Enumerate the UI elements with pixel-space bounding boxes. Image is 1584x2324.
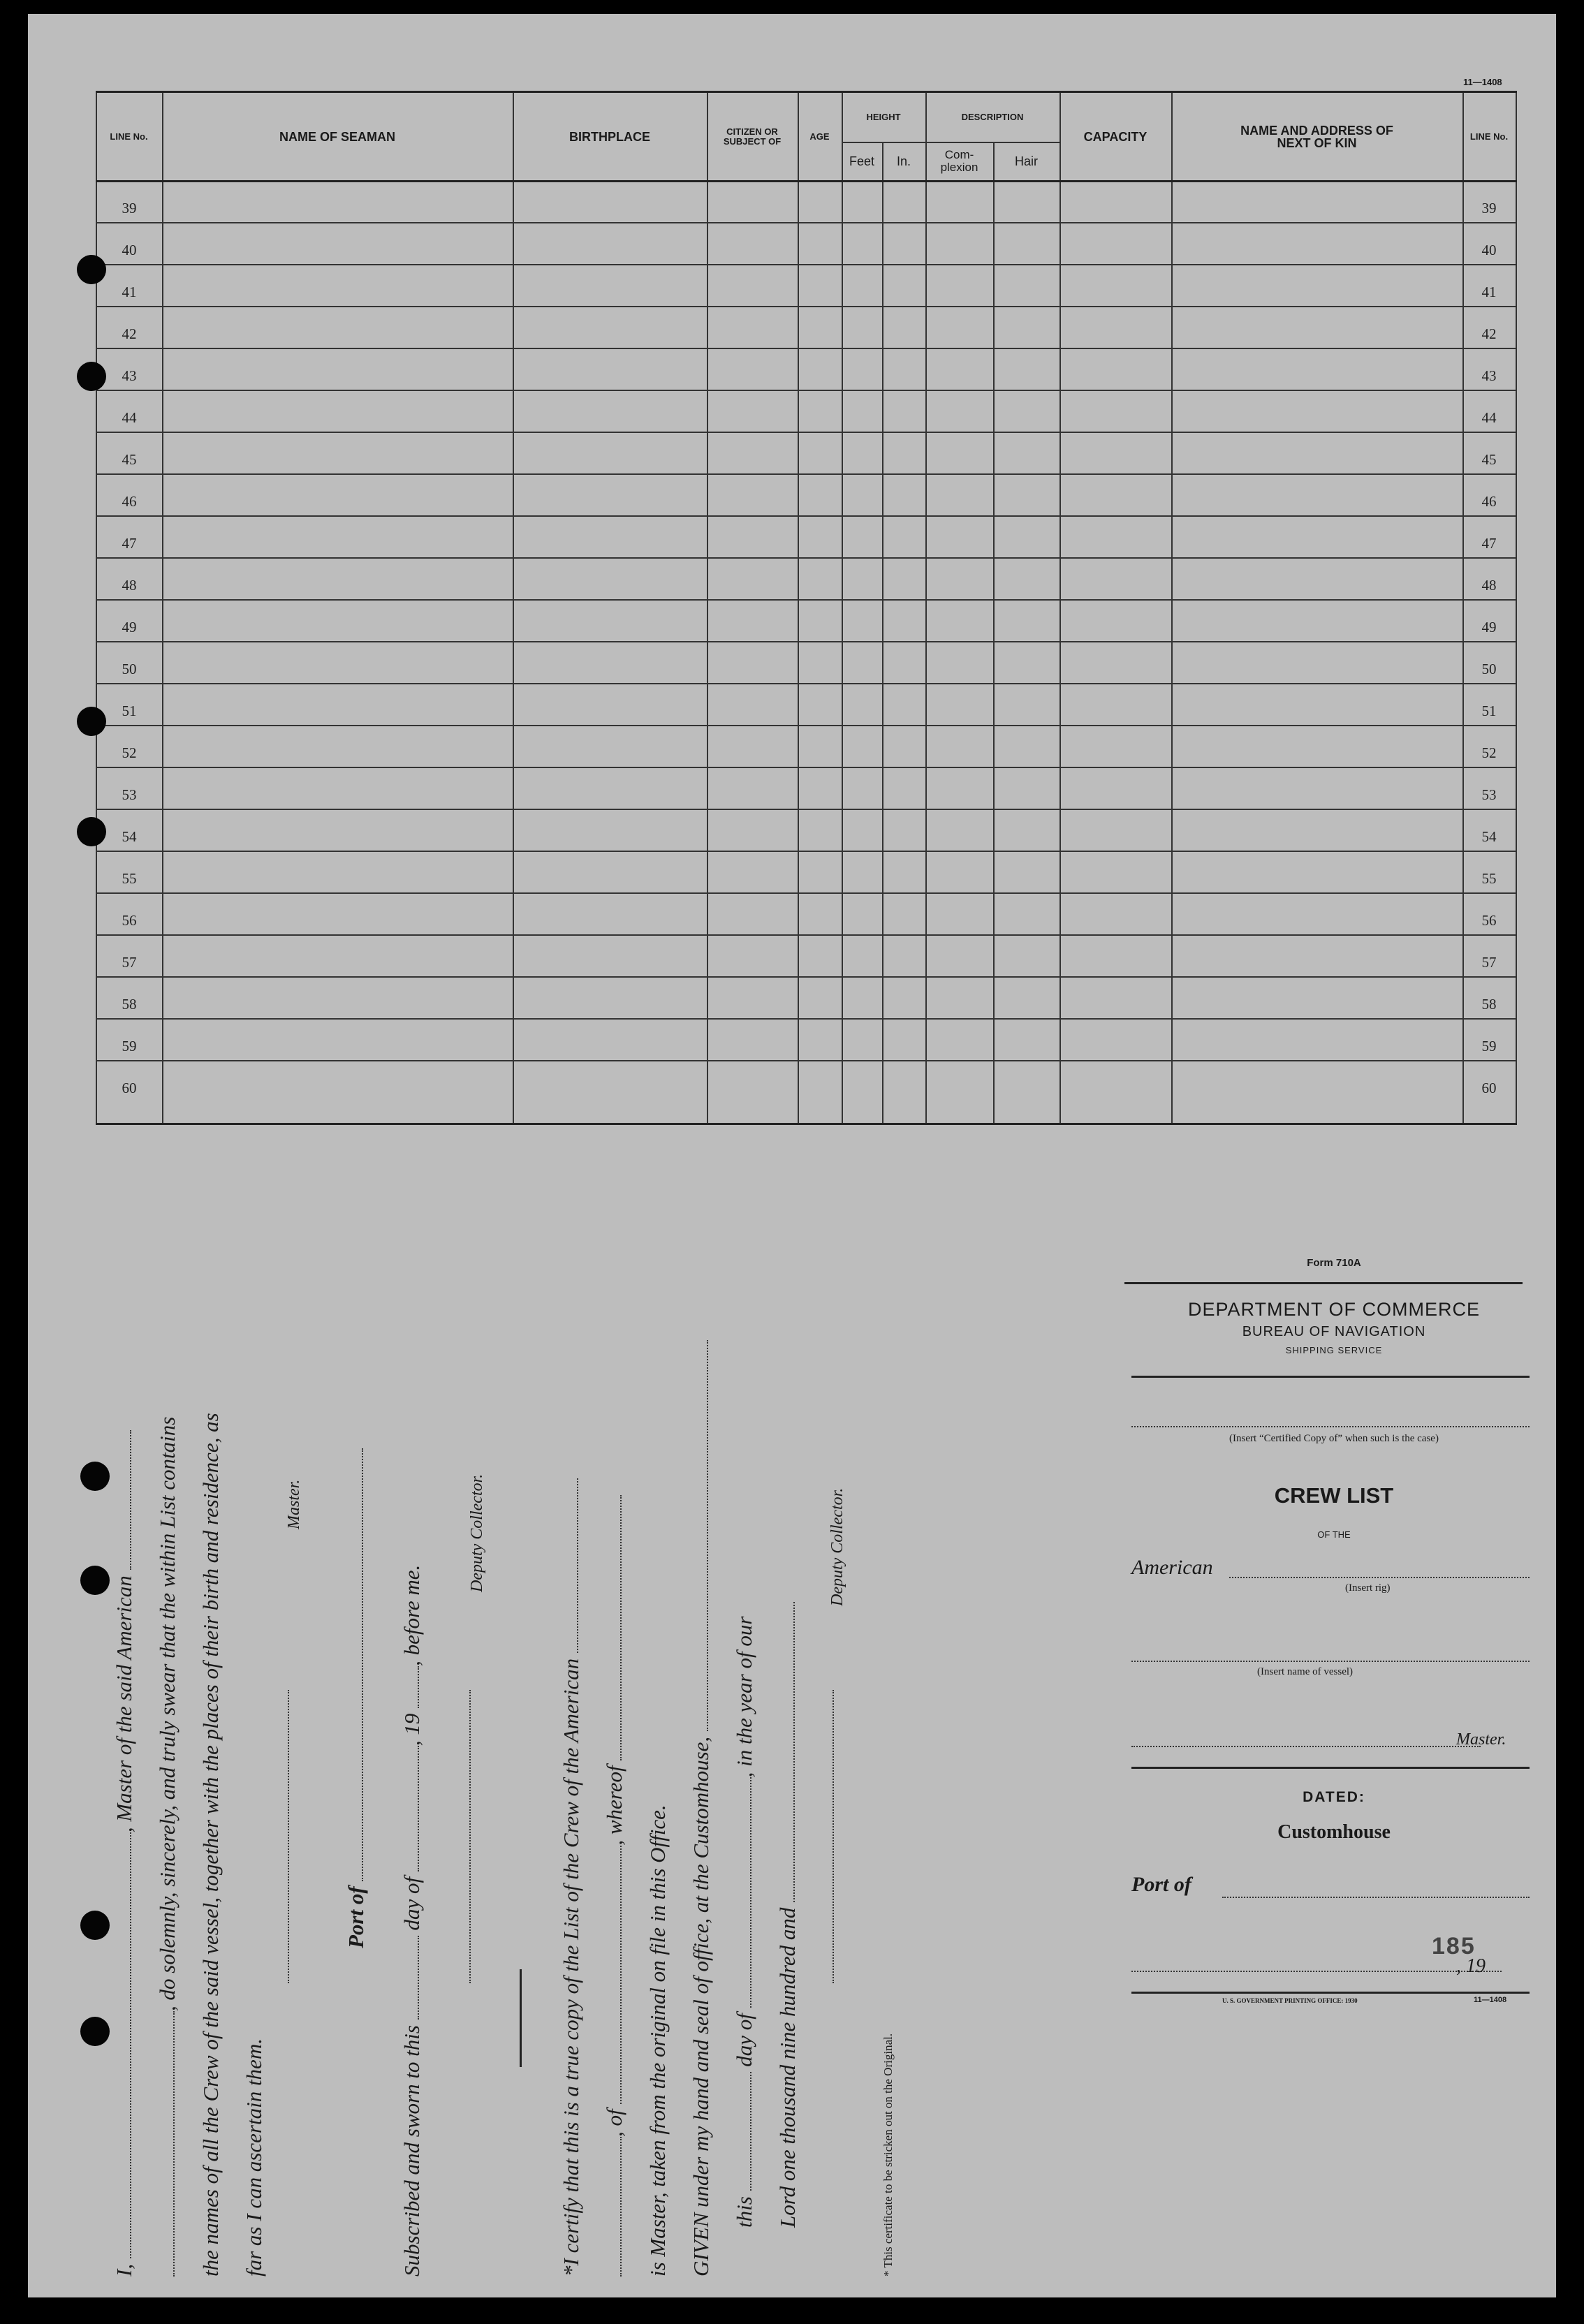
row-number-left: 40 <box>122 242 137 258</box>
table-row <box>96 390 1517 391</box>
punch-hole <box>80 2017 110 2046</box>
header-hair: Hair <box>1014 154 1038 168</box>
punch-hole <box>80 1566 110 1595</box>
row-number-right: 45 <box>1481 451 1497 468</box>
row-number-left: 54 <box>122 828 137 845</box>
row-number-left: 44 <box>122 409 137 426</box>
master-signature-line[interactable] <box>288 1690 289 1983</box>
port-of-label <box>344 1448 369 1948</box>
master-label-panel: Master. <box>1456 1730 1506 1749</box>
row-number-right: 47 <box>1481 535 1497 552</box>
port-of-text: Port of <box>344 1886 368 1948</box>
column-divider <box>1059 93 1061 1123</box>
row-number-left: 53 <box>122 786 137 803</box>
oath-line-2 <box>155 1417 180 2277</box>
row-number-right: 58 <box>1481 996 1497 1013</box>
separator-rule <box>520 1969 522 2067</box>
header-complexion: Com- plexion <box>940 147 978 174</box>
given-text: GIVEN under my hand and seal of office, at the Customhouse, <box>689 1736 713 2277</box>
row-number-right: 40 <box>1481 242 1497 258</box>
table-row <box>96 222 1517 223</box>
punch-hole <box>80 1462 110 1491</box>
customhouse-blank[interactable] <box>689 1340 708 1731</box>
header-line-no-right: LINE No. <box>1469 131 1509 142</box>
subscribed-before: , before me. <box>399 1564 424 1666</box>
american-label: American <box>1131 1556 1213 1579</box>
header-inches: In. <box>896 154 911 168</box>
column-divider <box>1462 93 1464 1123</box>
header-birthplace: BIRTHPLACE <box>569 129 650 144</box>
deputy-signature-line-1[interactable] <box>469 1690 471 1983</box>
certify-line-2 <box>602 1495 627 2277</box>
header-height: HEIGHT <box>866 112 901 122</box>
form-710a: Form 710A <box>1307 1257 1361 1269</box>
oath-l1-start: I, <box>112 2263 136 2277</box>
service-title: SHIPPING SERVICE <box>1285 1345 1383 1355</box>
punch-hole <box>77 707 106 736</box>
row-number-left: 47 <box>122 535 137 552</box>
certificate-footnote: * This certificate to be stricken out on the Original. <box>881 2033 895 2277</box>
row-number-right: 48 <box>1481 577 1497 594</box>
table-row <box>96 1018 1517 1020</box>
header-age: AGE <box>809 131 830 142</box>
header-citizen: CITIZEN OR SUBJECT OF <box>723 126 782 147</box>
certify-vessel-blank[interactable] <box>602 2137 622 2277</box>
oath-line-3: the names of all the Crew of the said vessel, together with the places of their birth and residence, as <box>198 1413 223 2277</box>
row-number-right: 55 <box>1481 870 1497 887</box>
rig-blank[interactable] <box>1229 1577 1530 1578</box>
oath-line-4: far as I can ascertain them. <box>242 2038 266 2277</box>
row-number-left: 52 <box>122 744 137 761</box>
this-text: this <box>732 2196 756 2228</box>
row-number-left: 49 <box>122 619 137 635</box>
year-label: , 19 <box>1456 1955 1486 1977</box>
row-number-left: 50 <box>122 661 137 677</box>
table-row <box>96 306 1517 307</box>
deputy-signature-line-2[interactable] <box>833 1690 834 1983</box>
sworn-day-blank[interactable] <box>399 1936 419 2020</box>
header-line-no: LINE No. <box>110 131 148 142</box>
row-number-right: 46 <box>1481 493 1497 510</box>
panel-rule-4 <box>1131 1992 1530 1994</box>
row-number-right: 56 <box>1481 912 1497 929</box>
insert-certified-note: (Insert “Certified Copy of” when such is the case) <box>1229 1433 1439 1444</box>
this-dayof: day of <box>732 2013 756 2067</box>
form-sheet <box>28 14 1556 2297</box>
this-year-text: , in the year of our <box>732 1616 756 1778</box>
table-row <box>96 1060 1517 1061</box>
header-next-of-kin: NAME AND ADDRESS OF NEXT OF KIN <box>1240 123 1393 150</box>
crew-table <box>96 91 1517 1125</box>
header-bottom-line <box>96 180 1517 182</box>
table-border-right <box>1516 93 1517 1123</box>
cover-panel <box>1124 1257 1543 2165</box>
sworn-year-blank[interactable] <box>399 1666 419 1708</box>
certified-copy-blank[interactable] <box>1131 1426 1530 1427</box>
table-row <box>96 851 1517 852</box>
row-number-right: 42 <box>1481 325 1497 342</box>
port-blank[interactable] <box>344 1448 363 1881</box>
stamp-number: 185 <box>1432 1933 1476 1959</box>
column-divider <box>513 93 514 1123</box>
table-row <box>96 934 1517 936</box>
row-number-left: 39 <box>122 200 137 216</box>
row-number-left: 51 <box>122 703 137 719</box>
row-number-right: 53 <box>1481 786 1497 803</box>
row-number-right: 39 <box>1481 200 1497 216</box>
bureau-title: BUREAU OF NAVIGATION <box>1242 1324 1426 1339</box>
row-number-left: 48 <box>122 577 137 594</box>
master-oath-block <box>112 1243 1055 2277</box>
form-number-top: 11—1408 <box>1463 77 1502 87</box>
row-number-right: 41 <box>1481 284 1497 300</box>
master-blank-panel[interactable] <box>1131 1746 1481 1747</box>
oath-line-1 <box>112 1430 137 2277</box>
given-month-blank[interactable] <box>732 1777 751 2008</box>
column-divider <box>162 93 163 1123</box>
subscribed-dayof: day of <box>399 1876 424 1931</box>
table-row <box>96 348 1517 349</box>
certify-rig-blank[interactable] <box>559 1478 578 1653</box>
table-row <box>96 892 1517 894</box>
customhouse-label: Customhouse <box>1277 1821 1391 1843</box>
deputy-collector-label-2: Deputy Collector. <box>828 1487 846 1606</box>
table-row <box>96 599 1517 601</box>
certify-text: *I certify that this is a true copy of the List of the Crew of the American <box>559 1658 583 2277</box>
row-number-left: 45 <box>122 451 137 468</box>
panel-rule-3 <box>1131 1767 1530 1769</box>
certify-line <box>559 1478 584 2277</box>
column-divider <box>842 93 843 1123</box>
row-number-right: 51 <box>1481 703 1497 719</box>
subscribed-19: , 19 <box>399 1713 424 1746</box>
row-number-right: 49 <box>1481 619 1497 635</box>
subscribed-line <box>399 1565 425 2277</box>
panel-rule-1 <box>1124 1282 1523 1284</box>
table-row <box>96 976 1517 978</box>
insert-rig-note: (Insert rig) <box>1345 1582 1391 1594</box>
row-number-left: 58 <box>122 996 137 1013</box>
column-divider <box>707 93 708 1123</box>
date-blank-panel[interactable] <box>1131 1971 1502 1972</box>
certify-line-3: is Master, taken from the original on file in this Office. <box>645 1804 670 2277</box>
lord-text: Lord one thousand nine hundred and <box>775 1907 800 2228</box>
row-number-right: 52 <box>1481 744 1497 761</box>
department-title: DEPARTMENT OF COMMERCE <box>1187 1299 1481 1320</box>
row-number-left: 55 <box>122 870 137 887</box>
subscribed-text: Subscribed and sworn to this <box>399 2025 424 2277</box>
row-number-right: 59 <box>1481 1038 1497 1054</box>
deputy-collector-label-1: Deputy Collector. <box>468 1473 486 1592</box>
table-row <box>96 809 1517 810</box>
master-label: Master. <box>285 1479 303 1529</box>
this-line <box>732 1617 757 2228</box>
header-description: DESCRIPTION <box>961 112 1024 122</box>
row-number-right: 54 <box>1481 828 1497 845</box>
form-number-bottom: 11—1408 <box>1474 1996 1507 2004</box>
punch-hole <box>80 1911 110 1940</box>
row-number-right: 60 <box>1481 1080 1497 1096</box>
row-number-right: 43 <box>1481 367 1497 384</box>
printer-note: U. S. GOVERNMENT PRINTING OFFICE: 1930 <box>1222 1997 1358 2004</box>
lord-line <box>775 1602 800 2228</box>
row-number-left: 43 <box>122 367 137 384</box>
punch-hole <box>77 817 106 846</box>
lord-year-blank[interactable] <box>775 1602 795 1902</box>
table-row <box>96 725 1517 726</box>
row-number-right: 57 <box>1481 954 1497 971</box>
row-number-left: 42 <box>122 325 137 342</box>
certify-of: , of <box>602 2109 626 2137</box>
table-row <box>96 264 1517 265</box>
given-day-blank[interactable] <box>732 2072 751 2191</box>
punch-hole <box>77 362 106 391</box>
row-number-left: 56 <box>122 912 137 929</box>
row-number-left: 57 <box>122 954 137 971</box>
row-number-right: 44 <box>1481 409 1497 426</box>
row-number-left: 60 <box>122 1080 137 1096</box>
column-divider <box>1171 93 1173 1123</box>
panel-rule-2 <box>1131 1376 1530 1378</box>
port-of-panel: Port of <box>1131 1873 1191 1896</box>
header-feet: Feet <box>849 154 875 168</box>
table-row <box>96 473 1517 475</box>
crew-list-title: CREW LIST <box>1274 1483 1394 1508</box>
given-line <box>689 1340 714 2277</box>
header-name-of-seaman: NAME OF SEAMAN <box>279 129 395 144</box>
certify-port-blank[interactable] <box>602 1846 622 2104</box>
oath-l1-end: , Master of the said American <box>112 1575 136 1833</box>
row-number-left: 41 <box>122 284 137 300</box>
column-divider <box>798 93 799 1123</box>
table-row <box>96 432 1517 433</box>
table-row <box>96 767 1517 768</box>
certify-master-blank[interactable] <box>602 1495 622 1760</box>
table-row <box>96 557 1517 559</box>
punch-hole <box>77 255 106 284</box>
table-row <box>96 683 1517 684</box>
row-number-left: 59 <box>122 1038 137 1054</box>
master-name-blank[interactable] <box>112 1832 131 2258</box>
sworn-month-blank[interactable] <box>399 1746 419 1871</box>
vessel-name-blank[interactable] <box>155 2011 175 2277</box>
header-capacity: CAPACITY <box>1083 129 1147 144</box>
port-blank-panel[interactable] <box>1222 1897 1530 1898</box>
table-row <box>96 641 1517 642</box>
insert-name-note: (Insert name of vessel) <box>1257 1666 1354 1677</box>
dated-label: DATED: <box>1303 1789 1365 1805</box>
row-number-left: 46 <box>122 493 137 510</box>
table-row <box>96 515 1517 517</box>
table-border-left <box>96 93 97 1123</box>
oath-l2-text: , do solemnly, sincerely, and truly swear that the within List contains <box>155 1416 179 2011</box>
vessel-name-blank-panel[interactable] <box>1131 1661 1530 1662</box>
of-the-label: OF THE <box>1317 1529 1351 1540</box>
vessel-blank[interactable] <box>112 1430 131 1570</box>
column-divider <box>925 93 927 1123</box>
certify-whereof: , whereof <box>602 1765 626 1846</box>
row-number-right: 50 <box>1481 661 1497 677</box>
